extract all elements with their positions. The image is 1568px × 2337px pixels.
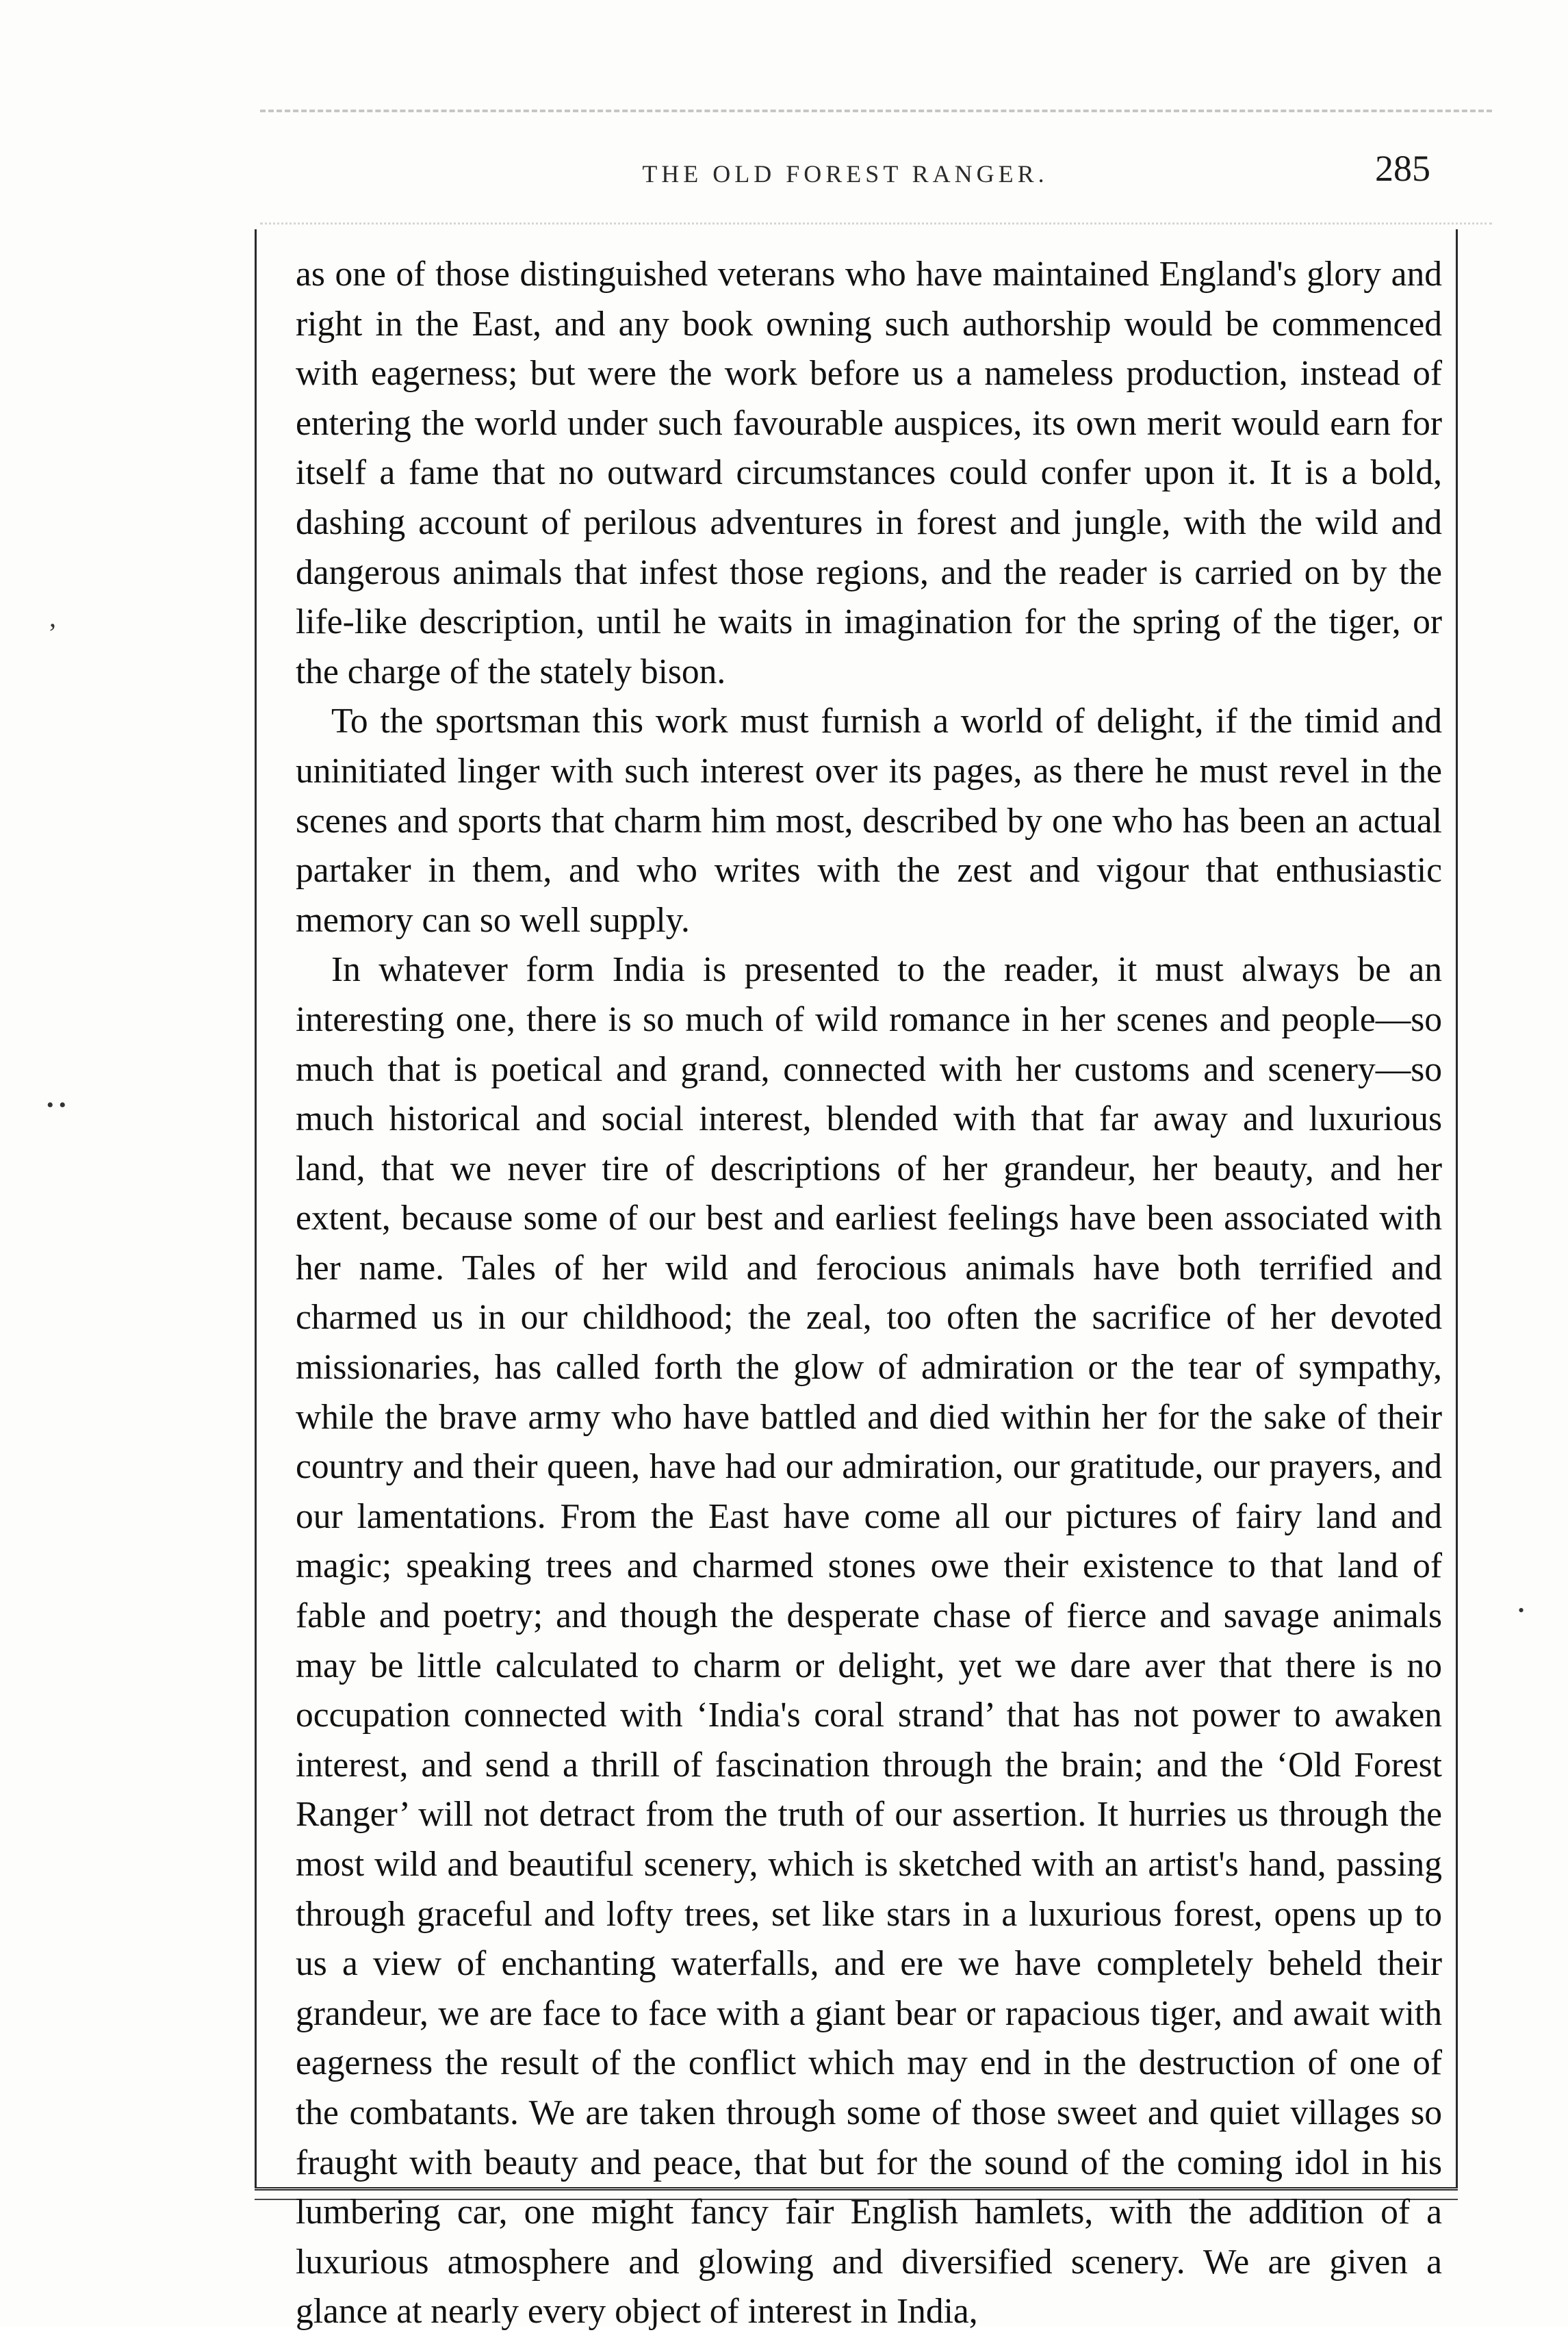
stray-ink-dots: • • (47, 1094, 66, 1116)
running-head (260, 147, 1430, 195)
stray-ink-mark: ’ (48, 617, 57, 648)
paragraph-sportsman: To the sportsman this work must furnish a world of delight, if the timid and uninitiated linger with such interest over its pages, as there he must revel in the scenes and sports that charm him most, described by one who has been an actual partaker in them, and who writes with the zest and vigour that enthusiastic memory can so well supply. (296, 702, 1442, 940)
paragraph-continued: as one of those distinguished veterans who have maintained England's glory and right in the East, and any book owning such authorship would be commenced with eagerness; but were the work before us a nameless production, instead of entering the world under such favourable auspices, its own merit would earn for itself a fame that no outward circumstances could confer upon it. It is a bold, dashing account of perilous adventures in forest and jungle, with the wild and dangerous animals that infest those regions, and the reader is carried on by the life-like description, until he waits in imagination for the spring of the tiger, or the charge of the stately bison. (296, 255, 1442, 691)
page-number: 285 (1375, 148, 1430, 189)
scan-noise-top-line (260, 110, 1492, 112)
running-title: THE OLD FOREST RANGER. (642, 160, 1049, 188)
paragraph-india: In whatever form India is presented to the reader, it must always be an interesting one, there is so much of wild romance in her scenes and people—so much that is poetical and grand, connected with her customs and scenery—so much historical and social interest, blended with that far away and luxurious land, that we never tire of descriptions of her grandeur, her beauty, and her extent, because some of our best and earliest feelings have been associated with her name. Tales of her wild and ferocious animals have both terrified and charmed us in our childhood; the zeal, too often the sacrifice of her devoted missionaries, has called forth the glow of admiration or the tear of sympathy, while the brave army who have battled and died within her for the sake of their country and their queen, have had our admiration, our gratitude, our prayers, and our lamentations. From the East have come all our pictures of fairy land and magic; speaking trees and charmed stones owe their existence to that land of fable and poetry; and though the desperate chase of fierce and savage animals may be little calculated to charm or delight, yet we dare aver that there is no occupation connected with ‘India's coral strand’ that has not power to awaken interest, and send a thrill of fascination through the brain; and the ‘Old Forest Ranger’ will not detract from the truth of our assertion. It hurries us through the most wild and beautiful scenery, which is sketched with an artist's hand, passing through graceful and lofty trees, set like stars in a luxurious forest, opens up to us a view of enchanting waterfalls, and ere we have completely beheld their grandeur, we are face to face with a giant bear or rapacious tiger, and await with eagerness the result of the conflict which may end in the destruction of one of the combatants. We are taken through some of those sweet and quiet villages so fraught with beauty and peace, that but for the sound of the coming idol in his lumbering car, one might fancy fair English hamlets, with the addition of a luxurious atmosphere and glowing and diversified scenery. We are given a glance at nearly every object of interest in India, (296, 950, 1442, 2332)
scan-noise-header-rule (260, 222, 1492, 225)
stray-ink-dot: • (1518, 1600, 1525, 1620)
body-text (296, 250, 1442, 2337)
